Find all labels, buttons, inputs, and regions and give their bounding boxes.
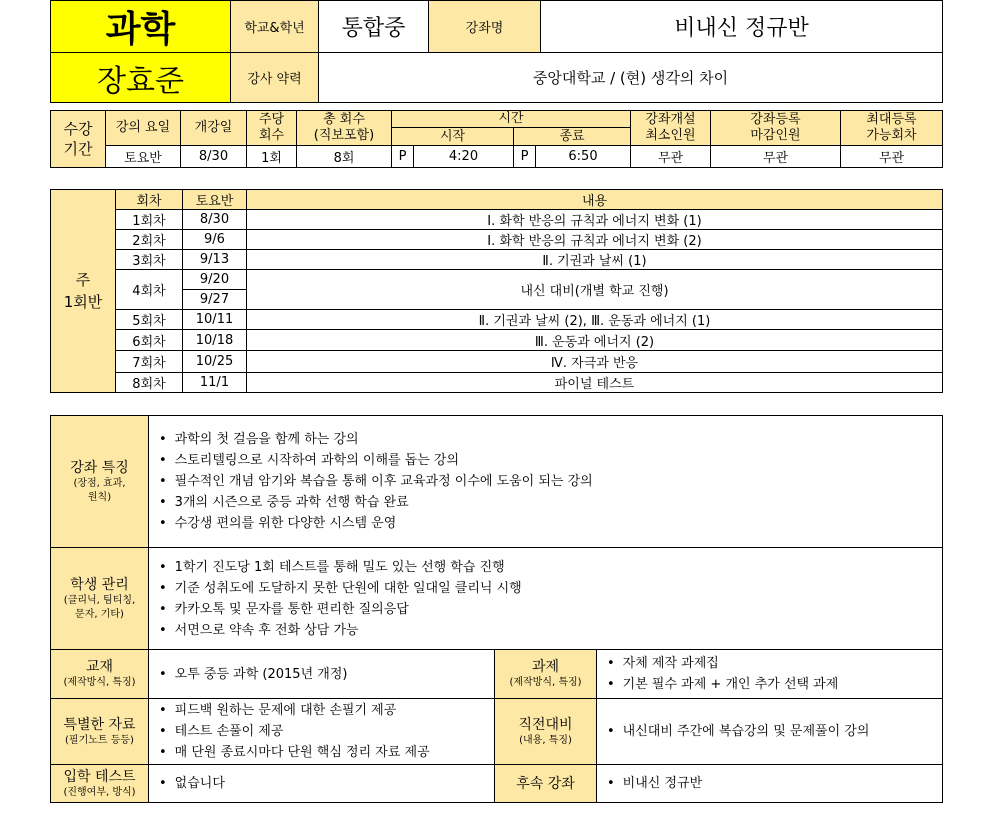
materials-label: 특별한 자료 bbox=[63, 716, 136, 733]
entrance-test-sublabel: (진행여부, 방식) bbox=[63, 786, 136, 798]
min-enroll-header: 강좌개설 최소인원 bbox=[631, 111, 711, 146]
date-cell: 10/11 bbox=[183, 310, 247, 330]
textbook-sublabel: (제작방식, 특징) bbox=[63, 677, 136, 688]
weekly-count-value: 1회 bbox=[247, 146, 297, 168]
content-cell: Ⅲ. 운동과 에너지 (2) bbox=[247, 330, 943, 351]
entrance-test-label: 입학 테스트 bbox=[63, 768, 136, 785]
content-cell: Ⅱ. 기권과 날씨 (2), Ⅲ. 운동과 에너지 (1) bbox=[247, 310, 943, 330]
management-label: 학생 관리 bbox=[70, 576, 129, 593]
course-name-label: 강좌명 bbox=[429, 1, 541, 53]
end-ampm: P bbox=[514, 146, 536, 168]
date-cell: 10/25 bbox=[183, 351, 247, 373]
exam-prep-label: 직전대비 bbox=[518, 716, 573, 733]
textbook-content bbox=[149, 650, 495, 699]
period-label: 수강 기간 bbox=[51, 111, 106, 168]
features-label: 강좌 특징 bbox=[70, 459, 129, 476]
list-item: • 피드백 원하는 문제에 대한 손필기 제공 bbox=[159, 700, 494, 721]
table-row bbox=[51, 351, 943, 373]
date-cell: 9/13 bbox=[183, 250, 247, 270]
start-ampm: P bbox=[392, 146, 414, 168]
max-enroll-header: 강좌등록 마감인원 bbox=[711, 111, 841, 146]
management-label-cell bbox=[51, 548, 149, 650]
session-cell: 8회차 bbox=[116, 373, 183, 393]
session-cell: 1회차 bbox=[116, 210, 183, 230]
school-grade-label: 학교&학년 bbox=[231, 1, 319, 53]
list-item: • 없습니다 bbox=[159, 773, 494, 794]
period-table bbox=[50, 110, 943, 168]
end-time-value: 6:50 bbox=[536, 146, 631, 168]
table-row bbox=[51, 230, 943, 250]
max-session-value: 무관 bbox=[841, 146, 943, 168]
list-item: • 수강생 편의를 위한 다양한 시스템 운영 bbox=[159, 513, 942, 534]
table-row bbox=[51, 210, 943, 230]
school-grade-value: 통합중 bbox=[319, 1, 429, 53]
date-cell: 8/30 bbox=[183, 210, 247, 230]
list-item: • 기본 필수 과제 + 개인 추가 선택 과제 bbox=[607, 674, 942, 695]
header-table bbox=[50, 0, 943, 103]
content-header: 내용 bbox=[247, 190, 943, 210]
schedule-label: 주 1회반 bbox=[51, 190, 116, 393]
table-row bbox=[51, 373, 943, 393]
features-label-cell bbox=[51, 416, 149, 548]
exam-prep-content bbox=[597, 699, 943, 765]
list-item: • 3개의 시즌으로 중등 과학 선행 학습 완료 bbox=[159, 492, 942, 513]
materials-label-cell bbox=[51, 699, 149, 765]
content-cell: Ⅰ. 화학 반응의 규칙과 에너지 변화 (1) bbox=[247, 210, 943, 230]
max-session-header: 최대등록 가능회차 bbox=[841, 111, 943, 146]
session-cell: 3회차 bbox=[116, 250, 183, 270]
entrance-test-content bbox=[149, 765, 495, 803]
exam-prep-label-cell bbox=[495, 699, 597, 765]
features-sublabel: (장점, 효과, 원칙) bbox=[73, 477, 126, 503]
content-cell: Ⅱ. 기권과 날씨 (1) bbox=[247, 250, 943, 270]
schedule-table bbox=[50, 189, 943, 393]
management-content bbox=[149, 548, 943, 650]
content-cell: 파이널 테스트 bbox=[247, 373, 943, 393]
list-item: • 비내신 정규반 bbox=[607, 773, 942, 794]
date-cell: 9/20 bbox=[183, 270, 247, 290]
list-item: • 테스트 손풀이 제공 bbox=[159, 721, 494, 742]
materials-content bbox=[149, 699, 495, 765]
features-content bbox=[149, 416, 943, 548]
date-cell: 9/6 bbox=[183, 230, 247, 250]
session-cell: 4회차 bbox=[116, 270, 183, 310]
profile-value: 중앙대학교 / (현) 생각의 차이 bbox=[319, 53, 943, 103]
start-date-value: 8/30 bbox=[181, 146, 247, 168]
day-header: 토요반 bbox=[183, 190, 247, 210]
list-item: • 필수적인 개념 암기와 복습을 통해 이후 교육과정 이수에 도움이 되는 강의 bbox=[159, 471, 942, 492]
list-item: • 서면으로 약속 후 전화 상담 가능 bbox=[159, 620, 942, 641]
teacher-name: 장효준 bbox=[51, 53, 231, 103]
table-row bbox=[51, 310, 943, 330]
weekly-count-header: 주당 회수 bbox=[247, 111, 297, 146]
homework-content bbox=[597, 650, 943, 699]
followup-label: 후속 강좌 bbox=[516, 775, 575, 792]
date-cell: 10/18 bbox=[183, 330, 247, 351]
entrance-test-label-cell bbox=[51, 765, 149, 803]
table-row bbox=[51, 330, 943, 351]
session-header: 회차 bbox=[116, 190, 183, 210]
max-enroll-value: 무관 bbox=[711, 146, 841, 168]
textbook-label: 교재 bbox=[85, 659, 114, 675]
content-cell: Ⅰ. 화학 반응의 규칙과 에너지 변화 (2) bbox=[247, 230, 943, 250]
session-cell: 2회차 bbox=[116, 230, 183, 250]
list-item: • 1학기 진도당 1회 테스트를 통해 밀도 있는 선행 학습 진행 bbox=[159, 557, 942, 578]
content-cell: 내신 대비(개별 학교 진행) bbox=[247, 270, 943, 310]
homework-sublabel: (제작방식, 특징) bbox=[509, 677, 582, 688]
management-sublabel: (클리닉, 팀티칭, 문자, 기타) bbox=[63, 594, 136, 620]
session-cell: 7회차 bbox=[116, 351, 183, 373]
list-item: • 카카오톡 및 문자를 통한 편리한 질의응답 bbox=[159, 599, 942, 620]
table-row bbox=[51, 270, 943, 290]
time-start-header: 시작 bbox=[392, 128, 514, 146]
list-item: • 오투 중등 과학 (2015년 개정) bbox=[159, 664, 494, 685]
list-item: • 매 단원 종료시마다 단원 핵심 정리 자료 제공 bbox=[159, 742, 494, 763]
total-count-value: 8회 bbox=[297, 146, 392, 168]
content-cell: Ⅳ. 자극과 반응 bbox=[247, 351, 943, 373]
list-item: • 기준 성취도에 도달하지 못한 단원에 대한 일대일 클리닉 시행 bbox=[159, 578, 942, 599]
total-count-header: 총 회수 (직보포함) bbox=[297, 111, 392, 146]
list-item: • 내신대비 주간에 복습강의 및 문제풀이 강의 bbox=[607, 721, 942, 742]
list-item: • 스토리텔링으로 시작하여 과학의 이해를 돕는 강의 bbox=[159, 450, 942, 471]
homework-label-cell bbox=[495, 650, 597, 699]
followup-label-cell bbox=[495, 765, 597, 803]
subject-title: 과학 bbox=[51, 1, 231, 53]
homework-label: 과제 bbox=[531, 659, 560, 675]
materials-sublabel: (필기노트 등등) bbox=[65, 734, 134, 746]
list-item: • 과학의 첫 걸음을 함께 하는 강의 bbox=[159, 429, 942, 450]
start-time-value: 4:20 bbox=[414, 146, 514, 168]
followup-content bbox=[597, 765, 943, 803]
lecture-day-header: 강의 요일 bbox=[106, 111, 181, 146]
textbook-label-cell bbox=[51, 650, 149, 699]
time-end-header: 종료 bbox=[514, 128, 631, 146]
session-cell: 5회차 bbox=[116, 310, 183, 330]
info-table bbox=[50, 415, 943, 803]
list-item: • 자체 제작 과제집 bbox=[607, 653, 942, 674]
time-header: 시간 bbox=[392, 111, 631, 128]
lecture-day-value: 토요반 bbox=[106, 146, 181, 168]
exam-prep-sublabel: (내용, 특징) bbox=[519, 734, 572, 746]
start-date-header: 개강일 bbox=[181, 111, 247, 146]
min-enroll-value: 무관 bbox=[631, 146, 711, 168]
date-cell: 9/27 bbox=[183, 290, 247, 310]
profile-label: 강사 약력 bbox=[231, 53, 319, 103]
course-name-value: 비내신 정규반 bbox=[541, 1, 943, 53]
table-row bbox=[51, 250, 943, 270]
session-cell: 6회차 bbox=[116, 330, 183, 351]
date-cell: 11/1 bbox=[183, 373, 247, 393]
